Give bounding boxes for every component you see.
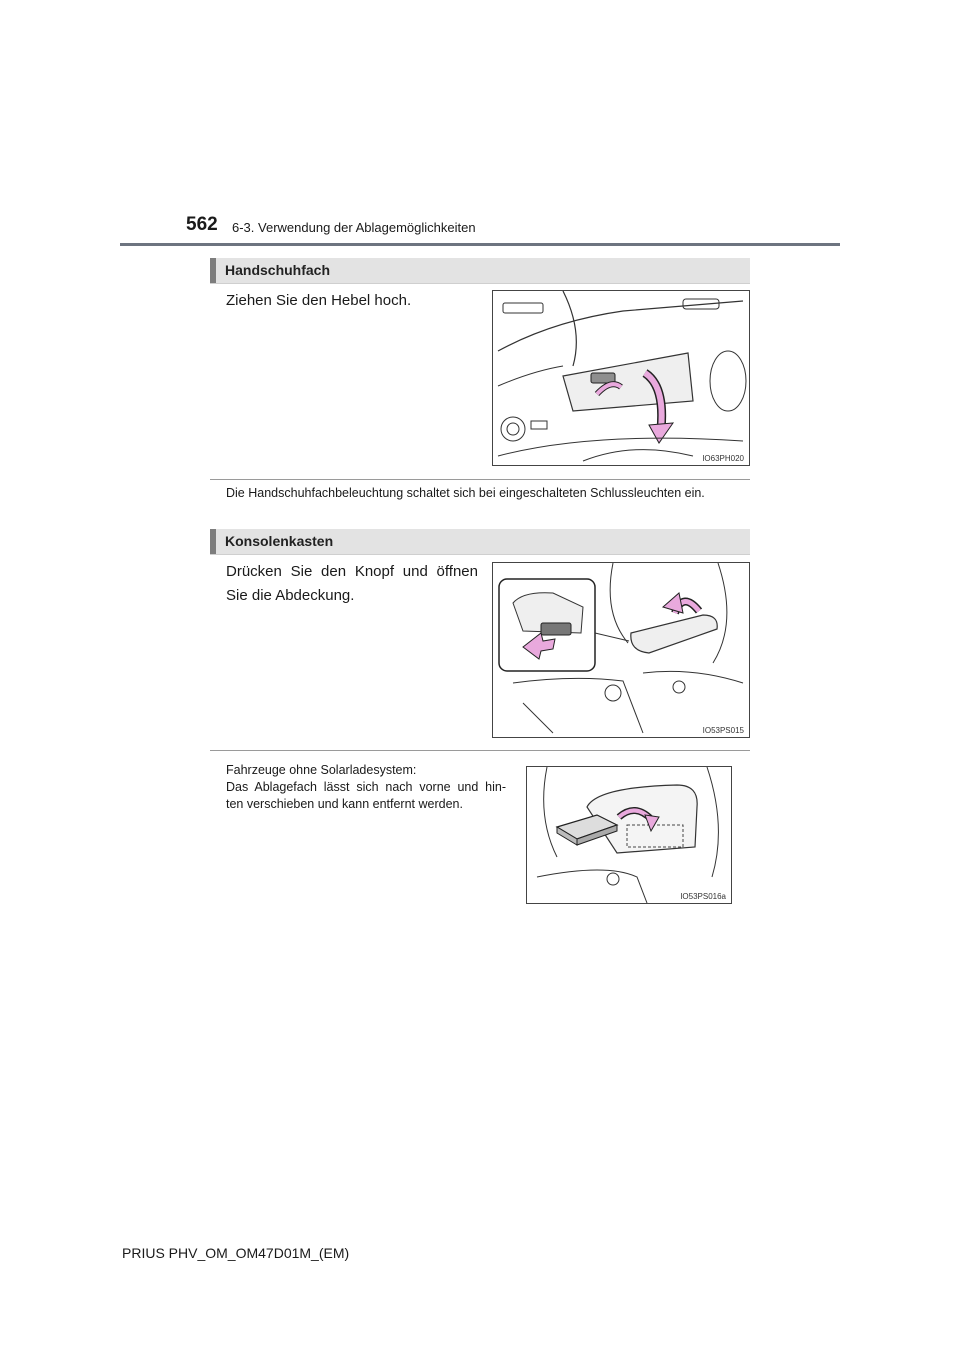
glovebox-instruction: Ziehen Sie den Hebel hoch. xyxy=(226,292,412,309)
figure-code-console: IO53PS015 xyxy=(702,726,744,735)
console-illustration xyxy=(492,562,750,738)
console-note-line-3: ten verschieben und kann entfernt werden. xyxy=(226,797,463,811)
section-heading-glovebox xyxy=(210,258,750,284)
chapter-title: 6-3. Verwendung der Ablagemöglichkeiten xyxy=(232,220,476,235)
console-instruction-line-1: Drücken Sie den Knopf und öffnen xyxy=(226,563,478,580)
header-rule xyxy=(120,243,840,246)
console-note-line-1: Fahrzeuge ohne Solarladesystem: xyxy=(226,763,417,777)
document-id: PRIUS PHV_OM_OM47D01M_(EM) xyxy=(122,1245,350,1261)
console-note-line-2: Das Ablagefach lässt sich nach vorne und hin- xyxy=(226,780,506,794)
glovebox-illustration xyxy=(492,290,750,466)
section-title-console: Konsolenkasten xyxy=(225,533,334,549)
section-divider xyxy=(210,750,750,751)
console-note xyxy=(226,762,506,813)
tray-illustration xyxy=(526,766,732,904)
glovebox-note: Die Handschuhfachbeleuchtung schaltet sich bei eingeschalteten Schlussleuchten ein. xyxy=(226,486,705,500)
section-heading-console xyxy=(210,529,750,555)
section-title-glovebox: Handschuhfach xyxy=(225,262,331,278)
console-instruction xyxy=(226,560,478,608)
page-number: 562 xyxy=(186,214,218,235)
section-divider xyxy=(210,479,750,480)
figure-code-glovebox: IO63PH020 xyxy=(702,454,744,463)
figure-code-tray: IO53PS016a xyxy=(680,892,726,901)
console-instruction-line-2: Sie die Abdeckung. xyxy=(226,587,355,604)
